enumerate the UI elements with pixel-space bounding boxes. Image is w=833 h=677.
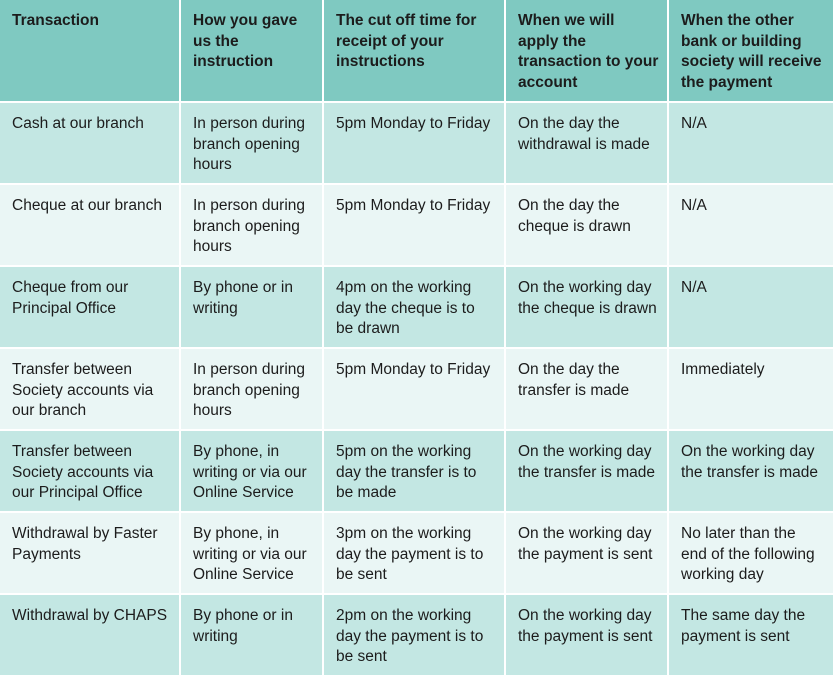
cell-when-received: On the working day the transfer is made bbox=[669, 431, 833, 513]
table-row bbox=[0, 103, 833, 185]
cell-transaction: Transfer between Society accounts via our Principal Office bbox=[0, 431, 181, 513]
cell-when-received: N/A bbox=[669, 267, 833, 349]
cell-cut-off-time: 5pm on the working day the transfer is to be made bbox=[324, 431, 506, 513]
cell-transaction: Withdrawal by Faster Payments bbox=[0, 513, 181, 595]
table-row bbox=[0, 431, 833, 513]
cell-cut-off-time: 4pm on the working day the cheque is to be drawn bbox=[324, 267, 506, 349]
cell-when-applied: On the day the cheque is drawn bbox=[506, 185, 669, 267]
table-row bbox=[0, 267, 833, 349]
cell-how-instructed: By phone or in writing bbox=[181, 595, 324, 677]
cell-cut-off-time: 5pm Monday to Friday bbox=[324, 185, 506, 267]
cell-when-applied: On the working day the cheque is drawn bbox=[506, 267, 669, 349]
cell-how-instructed: In person during branch opening hours bbox=[181, 103, 324, 185]
cell-transaction: Withdrawal by CHAPS bbox=[0, 595, 181, 677]
cell-how-instructed: In person during branch opening hours bbox=[181, 349, 324, 431]
cell-when-received: N/A bbox=[669, 185, 833, 267]
cell-how-instructed: By phone, in writing or via our Online Service bbox=[181, 431, 324, 513]
cell-transaction: Cheque from our Principal Office bbox=[0, 267, 181, 349]
header-how-instructed: How you gave us the instruction bbox=[181, 0, 324, 103]
cell-when-applied: On the working day the payment is sent bbox=[506, 513, 669, 595]
table-row bbox=[0, 513, 833, 595]
cell-when-applied: On the working day the payment is sent bbox=[506, 595, 669, 677]
table-row bbox=[0, 349, 833, 431]
header-when-applied: When we will apply the transaction to your account bbox=[506, 0, 669, 103]
cell-cut-off-time: 5pm Monday to Friday bbox=[324, 349, 506, 431]
header-row bbox=[0, 0, 833, 103]
table-row bbox=[0, 185, 833, 267]
cell-how-instructed: By phone, in writing or via our Online Service bbox=[181, 513, 324, 595]
cell-cut-off-time: 5pm Monday to Friday bbox=[324, 103, 506, 185]
cell-when-applied: On the day the withdrawal is made bbox=[506, 103, 669, 185]
header-transaction: Transaction bbox=[0, 0, 181, 103]
cell-transaction: Cheque at our branch bbox=[0, 185, 181, 267]
cell-when-received: N/A bbox=[669, 103, 833, 185]
table-row bbox=[0, 595, 833, 677]
cell-how-instructed: By phone or in writing bbox=[181, 267, 324, 349]
header-cut-off-time: The cut off time for receipt of your instructions bbox=[324, 0, 506, 103]
cell-when-received: Immediately bbox=[669, 349, 833, 431]
cell-when-received: No later than the end of the following working day bbox=[669, 513, 833, 595]
cell-when-applied: On the day the transfer is made bbox=[506, 349, 669, 431]
cell-how-instructed: In person during branch opening hours bbox=[181, 185, 324, 267]
cell-cut-off-time: 3pm on the working day the payment is to be sent bbox=[324, 513, 506, 595]
cell-transaction: Cash at our branch bbox=[0, 103, 181, 185]
header-when-received: When the other bank or building society will receive the payment bbox=[669, 0, 833, 103]
cell-transaction: Transfer between Society accounts via our branch bbox=[0, 349, 181, 431]
cell-when-applied: On the working day the transfer is made bbox=[506, 431, 669, 513]
cell-cut-off-time: 2pm on the working day the payment is to be sent bbox=[324, 595, 506, 677]
cell-when-received: The same day the payment is sent bbox=[669, 595, 833, 677]
